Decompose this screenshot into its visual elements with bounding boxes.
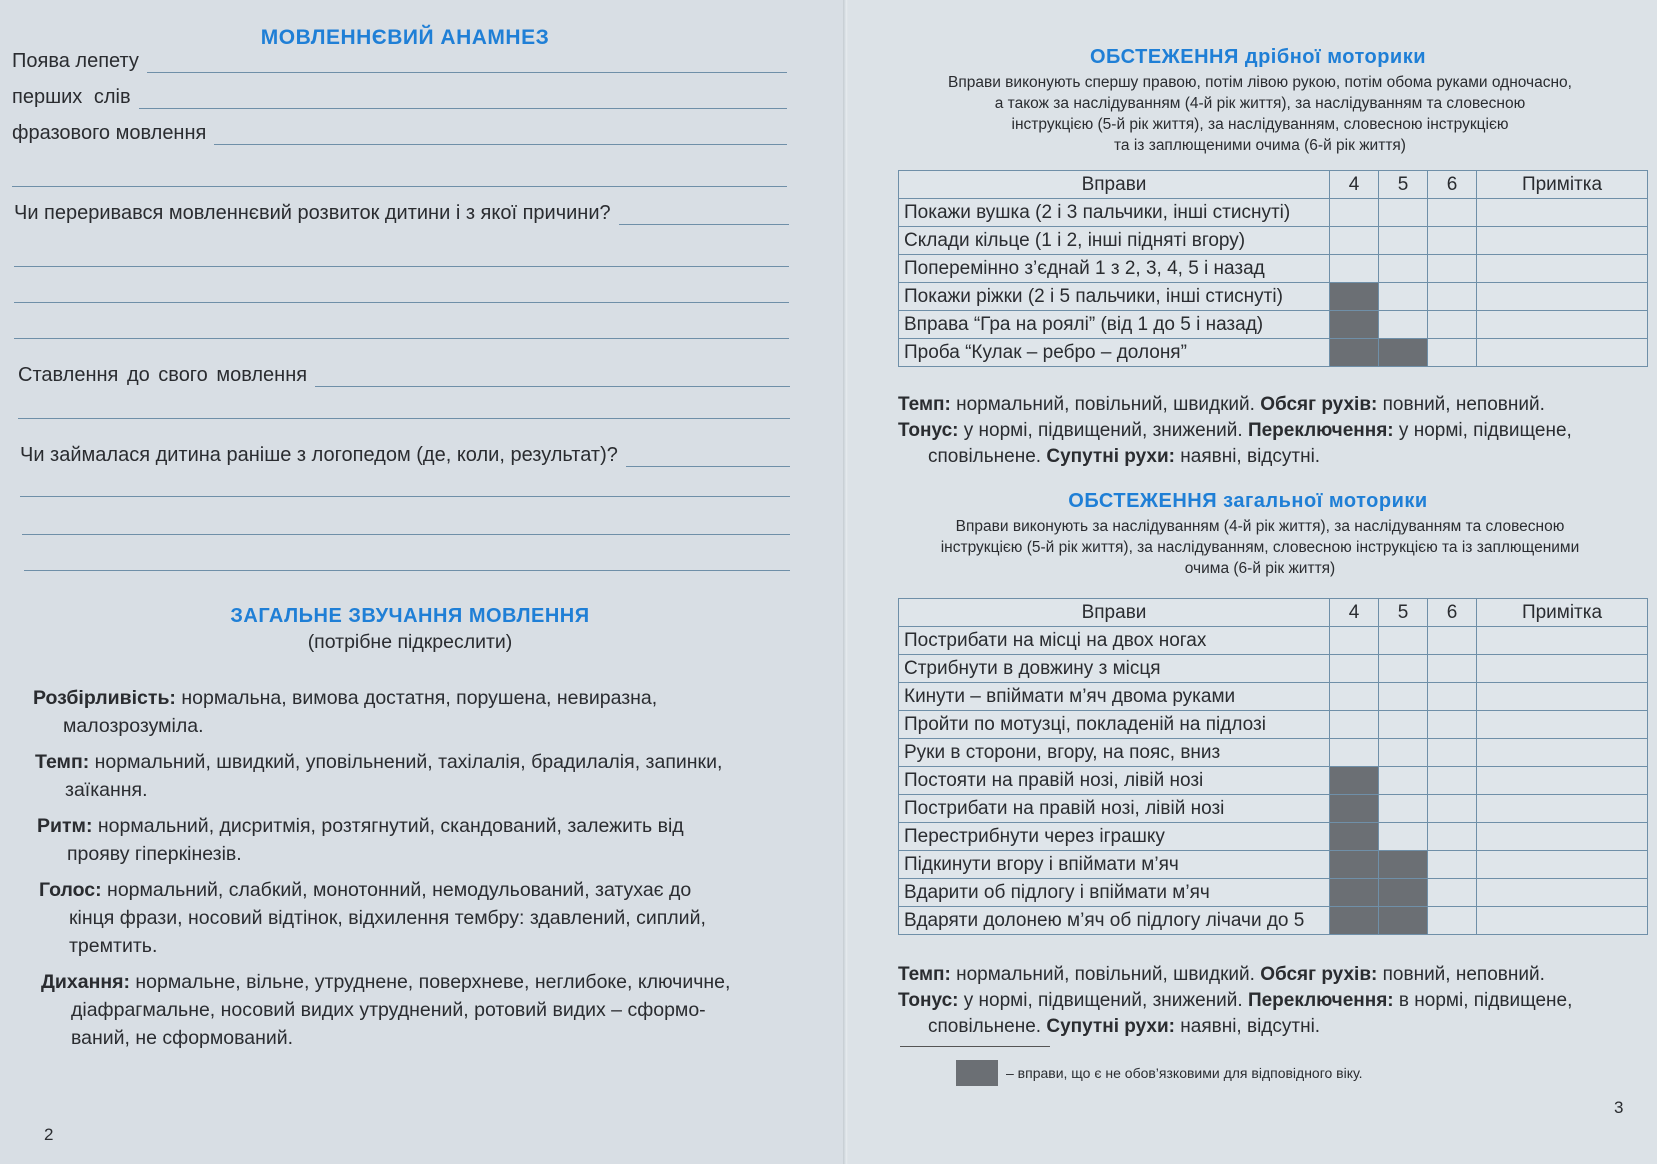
speech-therapist-answer-line[interactable] [626,465,790,467]
first-words-row [12,86,787,109]
summary-text: нормальний, повільний, швидкий. [950,394,1261,415]
table-row [899,311,1648,339]
intro-line: та із заплющеними очима (6-й рік життя) [1114,137,1406,154]
table-header-row [899,599,1648,627]
age-4-cell [1330,283,1379,311]
item-text: кінця фрази, носовий відтінок, відхилення тембру: здавлений, сиплий, [69,907,706,929]
age-4-cell [1330,907,1379,935]
age-5-header: 5 [1379,599,1428,627]
table-row [899,823,1648,851]
exercise-cell: Пострибати на місці на двох ногах [899,627,1330,655]
speech-sound-title: ЗАГАЛЬНЕ ЗВУЧАННЯ МОВЛЕННЯ [230,605,590,627]
answer-line[interactable] [14,302,789,303]
item-text: нормальна, вимова достатня, порушена, невиразна, [175,687,658,709]
table-row [899,227,1648,255]
age-4-cell [1330,339,1379,367]
gross-motor-table [898,598,1648,935]
note-cell[interactable] [1477,739,1648,767]
answer-line[interactable] [14,266,789,267]
age-5-cell[interactable] [1379,767,1428,795]
age-6-cell[interactable] [1428,199,1477,227]
intro-line: інструкцією (5-й рік життя), за наслідуванням, словесною інструкцією [1011,116,1509,133]
note-cell[interactable] [1477,795,1648,823]
answer-line[interactable] [14,338,789,339]
exercises-header: Вправи [899,171,1330,199]
age-4-cell[interactable] [1330,655,1379,683]
intro-line: очима (6-й рік життя) [1184,560,1336,577]
age-5-cell[interactable] [1379,655,1428,683]
rhythm-item [37,812,793,868]
age-5-cell[interactable] [1379,711,1428,739]
voice-item [39,876,793,960]
exercise-cell: Поперемінно з’єднай 1 з 2, 3, 4, 5 і назад [899,255,1330,283]
age-6-cell[interactable] [1428,739,1477,767]
babble-row [12,50,787,73]
age-6-cell[interactable] [1428,283,1477,311]
age-6-cell[interactable] [1428,655,1477,683]
age-5-cell[interactable] [1379,227,1428,255]
table-row [899,255,1648,283]
age-6-cell[interactable] [1428,227,1477,255]
age-5-cell[interactable] [1379,795,1428,823]
summary-label: Переключення: [1247,990,1394,1011]
item-text: тремтить. [69,935,158,957]
summary-label: Тонус: [898,420,959,441]
note-header: Примітка [1477,171,1648,199]
summary-text: наявні, відсутні. [1174,446,1321,467]
note-cell[interactable] [1477,339,1648,367]
age-6-cell[interactable] [1428,311,1477,339]
summary-text: сповільнене. [928,446,1047,467]
age-4-cell [1330,311,1379,339]
summary-label: Тонус: [898,990,959,1011]
exercise-cell: Пострибати на правій нозі, лівій нозі [899,795,1330,823]
exercise-cell: Проба “Кулак – ребро – долоня” [899,339,1330,367]
age-5-cell[interactable] [1379,739,1428,767]
summary-label: Переключення: [1247,420,1394,441]
exercise-cell: Підкинути вгору і впіймати м’яч [899,851,1330,879]
age-5-cell [1379,339,1428,367]
note-header: Примітка [1477,599,1648,627]
exercise-cell: Пройти по мотузці, покладеній на підлозі [899,711,1330,739]
exercise-cell: Вправа “Гра на роялі” (від 1 до 5 і назад) [899,311,1330,339]
age-4-header: 4 [1330,599,1379,627]
age-4-cell[interactable] [1330,255,1379,283]
item-label: Дихання: [41,971,130,993]
speech-therapist-label: Чи займалася дитина раніше з логопедом (де, коли, результат)? [20,444,618,466]
interruption-label: Чи переривався мовленнєвий розвиток дитини і з якої причини? [14,202,611,224]
note-cell[interactable] [1477,655,1648,683]
age-5-cell[interactable] [1379,627,1428,655]
summary-label: Обсяг рухів: [1260,964,1378,985]
answer-line[interactable] [22,534,790,535]
age-4-cell [1330,795,1379,823]
gross-motor-summary [898,962,1643,1040]
age-5-cell[interactable] [1379,255,1428,283]
answer-line[interactable] [18,418,790,419]
gross-motor-rows [899,627,1648,935]
right-page [848,0,1657,1164]
table-row [899,683,1648,711]
fine-motor-intro [880,72,1640,156]
page-number: 2 [44,1125,54,1144]
exercise-cell: Руки в сторони, вгору, на пояс, вниз [899,739,1330,767]
age-5-cell[interactable] [1379,683,1428,711]
anamnesis-title: МОВЛЕННЄВИЙ АНАМНЕЗ [260,26,550,49]
age-4-header: 4 [1330,171,1379,199]
age-4-cell [1330,823,1379,851]
gross-motor-title: ОБСТЕЖЕННЯ загальної моторики [1068,490,1428,512]
age-6-cell[interactable] [1428,907,1477,935]
note-cell[interactable] [1477,851,1648,879]
summary-label: Темп: [898,394,951,415]
item-text: нормальне, вільне, утруднене, поверхневе, неглибоке, ключичне, [130,971,731,993]
note-cell[interactable] [1477,907,1648,935]
intro-line: а також за наслідуванням (4-й рік життя), за наслідуванням та словесною [994,95,1526,112]
intro-line: Вправи виконують за наслідуванням (4-й рік життя), за наслідуванням та словесною [955,518,1565,535]
table-row [899,879,1648,907]
fine-motor-title: ОБСТЕЖЕННЯ дрібної моторики [1089,46,1427,68]
age-5-cell [1379,907,1428,935]
summary-label: Темп: [898,964,951,985]
note-cell[interactable] [1477,199,1648,227]
fine-motor-rows [899,199,1648,367]
table-row [899,711,1648,739]
summary-text: повний, неповний. [1377,394,1545,415]
age-6-cell[interactable] [1428,339,1477,367]
note-cell[interactable] [1477,767,1648,795]
note-cell[interactable] [1477,255,1648,283]
age-4-cell [1330,879,1379,907]
intro-line: Вправи виконують спершу правою, потім лівою рукою, потім обома руками одночасно, [948,74,1572,91]
item-text: заїкання. [65,779,148,801]
summary-label: Супутні рухи: [1046,1016,1175,1037]
note-cell[interactable] [1477,711,1648,739]
breathing-item [41,968,793,1052]
fine-motor-summary [898,392,1643,470]
note-cell[interactable] [1477,823,1648,851]
legend [956,1060,1363,1086]
age-4-cell[interactable] [1330,711,1379,739]
exercise-cell: Кинути – впіймати м’яч двома руками [899,683,1330,711]
age-5-cell[interactable] [1379,199,1428,227]
age-6-cell[interactable] [1428,255,1477,283]
table-row [899,795,1648,823]
age-6-cell[interactable] [1428,711,1477,739]
note-cell[interactable] [1477,683,1648,711]
interruption-row [14,202,789,225]
summary-label: Обсяг рухів: [1260,394,1378,415]
speech-therapist-row [20,444,790,467]
age-6-cell[interactable] [1428,879,1477,907]
age-5-cell[interactable] [1379,311,1428,339]
age-6-cell[interactable] [1428,767,1477,795]
summary-text: нормальний, повільний, швидкий. [950,964,1261,985]
exercise-cell: Склади кільце (1 і 2, інші підняті вгору) [899,227,1330,255]
table-row [899,627,1648,655]
table-row [899,199,1648,227]
exercise-cell: Покажи ріжки (2 і 5 пальчики, інші стиснуті) [899,283,1330,311]
age-6-cell[interactable] [1428,795,1477,823]
intro-line: інструкцією (5-й рік життя), за наслідуванням, словесною інструкцією та із заплющеними [940,539,1580,556]
item-text: нормальний, дисритмія, розтягнутий, скандований, залежить від [92,815,684,837]
attitude-label: Ставлення до свого мовлення [18,364,308,386]
answer-line[interactable] [20,496,790,497]
age-4-cell [1330,767,1379,795]
babble-label: Поява лепету [12,50,139,72]
phrase-speech-label: фразового мовлення [12,122,207,144]
phrase-speech-answer-line[interactable] [214,143,787,145]
summary-text: у нормі, підвищений, знижений. [958,990,1248,1011]
age-4-cell[interactable] [1330,227,1379,255]
age-6-cell[interactable] [1428,851,1477,879]
summary-text: у нормі, підвищене, [1393,420,1572,441]
attitude-answer-line[interactable] [315,385,790,387]
answer-line[interactable] [24,570,790,571]
phrase-speech-row [12,122,787,145]
exercise-cell: Постояти на правій нозі, лівій нозі [899,767,1330,795]
intelligibility-item [33,684,793,740]
age-6-cell[interactable] [1428,627,1477,655]
note-cell[interactable] [1477,283,1648,311]
age-4-cell[interactable] [1330,683,1379,711]
age-5-cell[interactable] [1379,823,1428,851]
item-text: нормальний, швидкий, уповільнений, тахілалія, брадилалія, запинки, [89,751,723,773]
age-4-cell[interactable] [1330,627,1379,655]
exercise-cell: Стрибнути в довжину з місця [899,655,1330,683]
item-text: малозрозуміла. [63,715,204,737]
note-cell[interactable] [1477,227,1648,255]
summary-text: сповільнене. [928,1016,1047,1037]
age-6-cell[interactable] [1428,823,1477,851]
item-text: ваний, не сформований. [71,1027,294,1049]
fine-motor-table [898,170,1648,367]
age-5-header: 5 [1379,171,1428,199]
age-4-cell[interactable] [1330,739,1379,767]
table-row [899,655,1648,683]
item-label: Темп: [35,751,90,773]
item-label: Ритм: [37,815,93,837]
exercise-cell: Вдарити об підлогу і впіймати м’яч [899,879,1330,907]
age-4-cell[interactable] [1330,199,1379,227]
first-words-answer-line[interactable] [139,107,787,109]
table-row [899,767,1648,795]
summary-text: в нормі, підвищене, [1393,990,1573,1011]
age-4-cell [1330,851,1379,879]
age-5-cell [1379,851,1428,879]
age-6-cell[interactable] [1428,683,1477,711]
babble-answer-line[interactable] [147,71,787,73]
table-row [899,283,1648,311]
tempo-item [35,748,793,804]
note-cell[interactable] [1477,879,1648,907]
table-header-row [899,171,1648,199]
table-row [899,339,1648,367]
item-label: Розбірливість: [33,687,176,709]
legend-swatch [956,1060,998,1086]
item-text: діафрагмальне, носовий видих утруднений, ротовий видих – сформо- [71,999,706,1021]
age-5-cell[interactable] [1379,283,1428,311]
table-row [899,739,1648,767]
item-text: нормальний, слабкий, монотонний, немодульований, затухає до [101,879,692,901]
footnote-divider [900,1046,1050,1047]
gross-motor-intro [880,516,1640,579]
table-row [899,907,1648,935]
age-6-header: 6 [1428,599,1477,627]
first-words-label: перших слів [12,86,131,108]
speech-sound-subtitle: (потрібне підкреслити) [307,631,513,653]
attitude-row [18,364,790,387]
note-cell[interactable] [1477,311,1648,339]
page-number: 3 [1614,1098,1624,1117]
interruption-answer-line[interactable] [619,223,789,225]
item-text: прояву гіперкінезів. [67,843,242,865]
summary-text: у нормі, підвищений, знижений. [958,420,1248,441]
summary-label: Супутні рухи: [1046,446,1175,467]
exercise-cell: Перестрибнути через іграшку [899,823,1330,851]
exercise-cell: Покажи вушка (2 і 3 пальчики, інші стиснуті) [899,199,1330,227]
summary-text: наявні, відсутні. [1174,1016,1321,1037]
item-label: Голос: [39,879,102,901]
exercise-cell: Вдаряти долонею м’яч об підлогу лічачи до 5 [899,907,1330,935]
exercises-header: Вправи [899,599,1330,627]
legend-text: – вправи, що є не обов’язковими для відповідного віку. [1006,1065,1363,1081]
age-5-cell [1379,879,1428,907]
summary-text: повний, неповний. [1377,964,1545,985]
answer-line[interactable] [12,186,787,187]
age-6-header: 6 [1428,171,1477,199]
table-row [899,851,1648,879]
note-cell[interactable] [1477,627,1648,655]
